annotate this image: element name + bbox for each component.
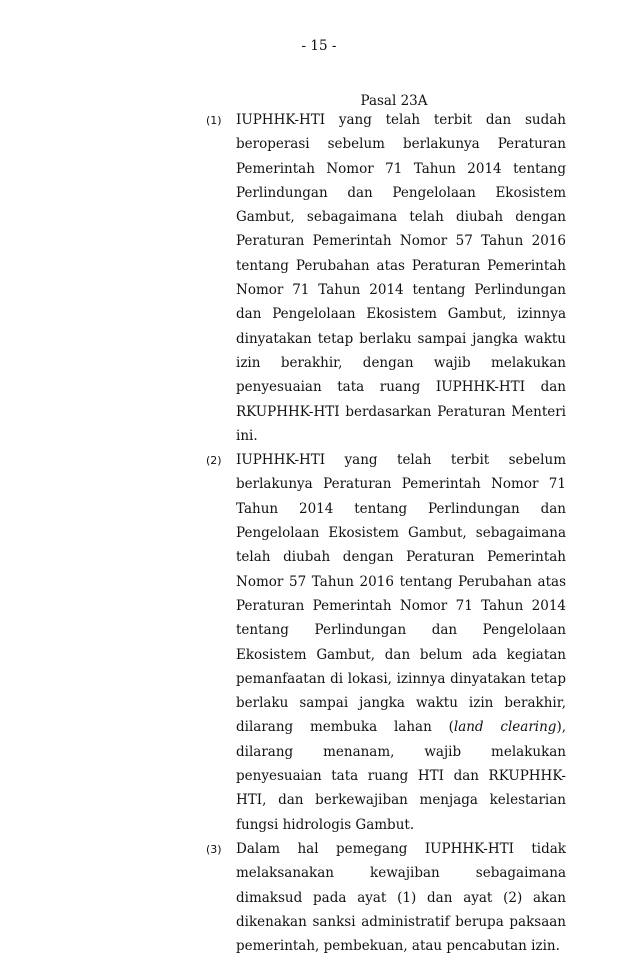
clause-text-italic: land clearing: [453, 719, 557, 736]
clause-1: [206, 108, 566, 448]
clause-2: [206, 448, 566, 837]
page-number: - 15 -: [301, 38, 337, 54]
clause-number: (1): [206, 114, 222, 127]
clause-3: [206, 837, 566, 958]
clause-text-after: ), dilarang menanam, wajib melakukan penyesuaian tata ruang HTI dan RKUPHHK-HTI, dan berkewajiban menjaga kelestarian fungsi hidrologis Gambut.: [236, 719, 566, 833]
clause-text: Dalam hal pemegang IUPHHK-HTI tidak melaksanakan kewajiban sebagaimana dimaksud pada ayat (1) dan ayat (2) akan dikenakan sanksi administratif berupa paksaan pemerintah, pembekuan, atau pencabutan izin.: [236, 840, 566, 955]
clause-text: [236, 448, 566, 837]
clause-text-before: IUPHHK-HTI yang telah terbit sebelum berlakunya Peraturan Pemerintah Nomor 71 Tahun 2014 tentang Perlindungan dan Pengelolaan Ekosistem Gambut, sebagaimana telah diubah dengan Peraturan Pemerintah Nomor 57 Tahun 2016 tentang Perubahan atas Peraturan Pemerintah Nomor 71 Tahun 2014 tentang Perlindungan dan Pengelolaan Ekosistem Gambut, dan belum ada kegiatan pemanfaatan di lokasi, izinnya dinyatakan tetap berlaku sampai jangka waktu izin berakhir, dilarang membuka lahan (: [236, 452, 566, 736]
clause-text: IUPHHK-HTI yang telah terbit dan sudah beroperasi sebelum berlakunya Peraturan Pemerintah Nomor 71 Tahun 2014 tentang Perlindungan dan Pengelolaan Ekosistem Gambut, sebagaimana telah diubah dengan Peraturan Pemerintah Nomor 57 Tahun 2016 tentang Perubahan atas Peraturan Pemerintah Nomor 71 Tahun 2014 tentang Perlindungan dan Pengelolaan Ekosistem Gambut, izinnya dinyatakan tetap berlaku sampai jangka waktu izin berakhir, dengan wajib melakukan penyesuaian tata ruang IUPHHK-HTI dan RKUPHHK-HTI berdasarkan Peraturan Menteri ini.: [236, 112, 566, 444]
article-title: Pasal 23A: [360, 93, 428, 109]
clause-list: [206, 108, 566, 958]
clause-number: (3): [206, 842, 222, 856]
clause-number: (2): [206, 454, 222, 468]
